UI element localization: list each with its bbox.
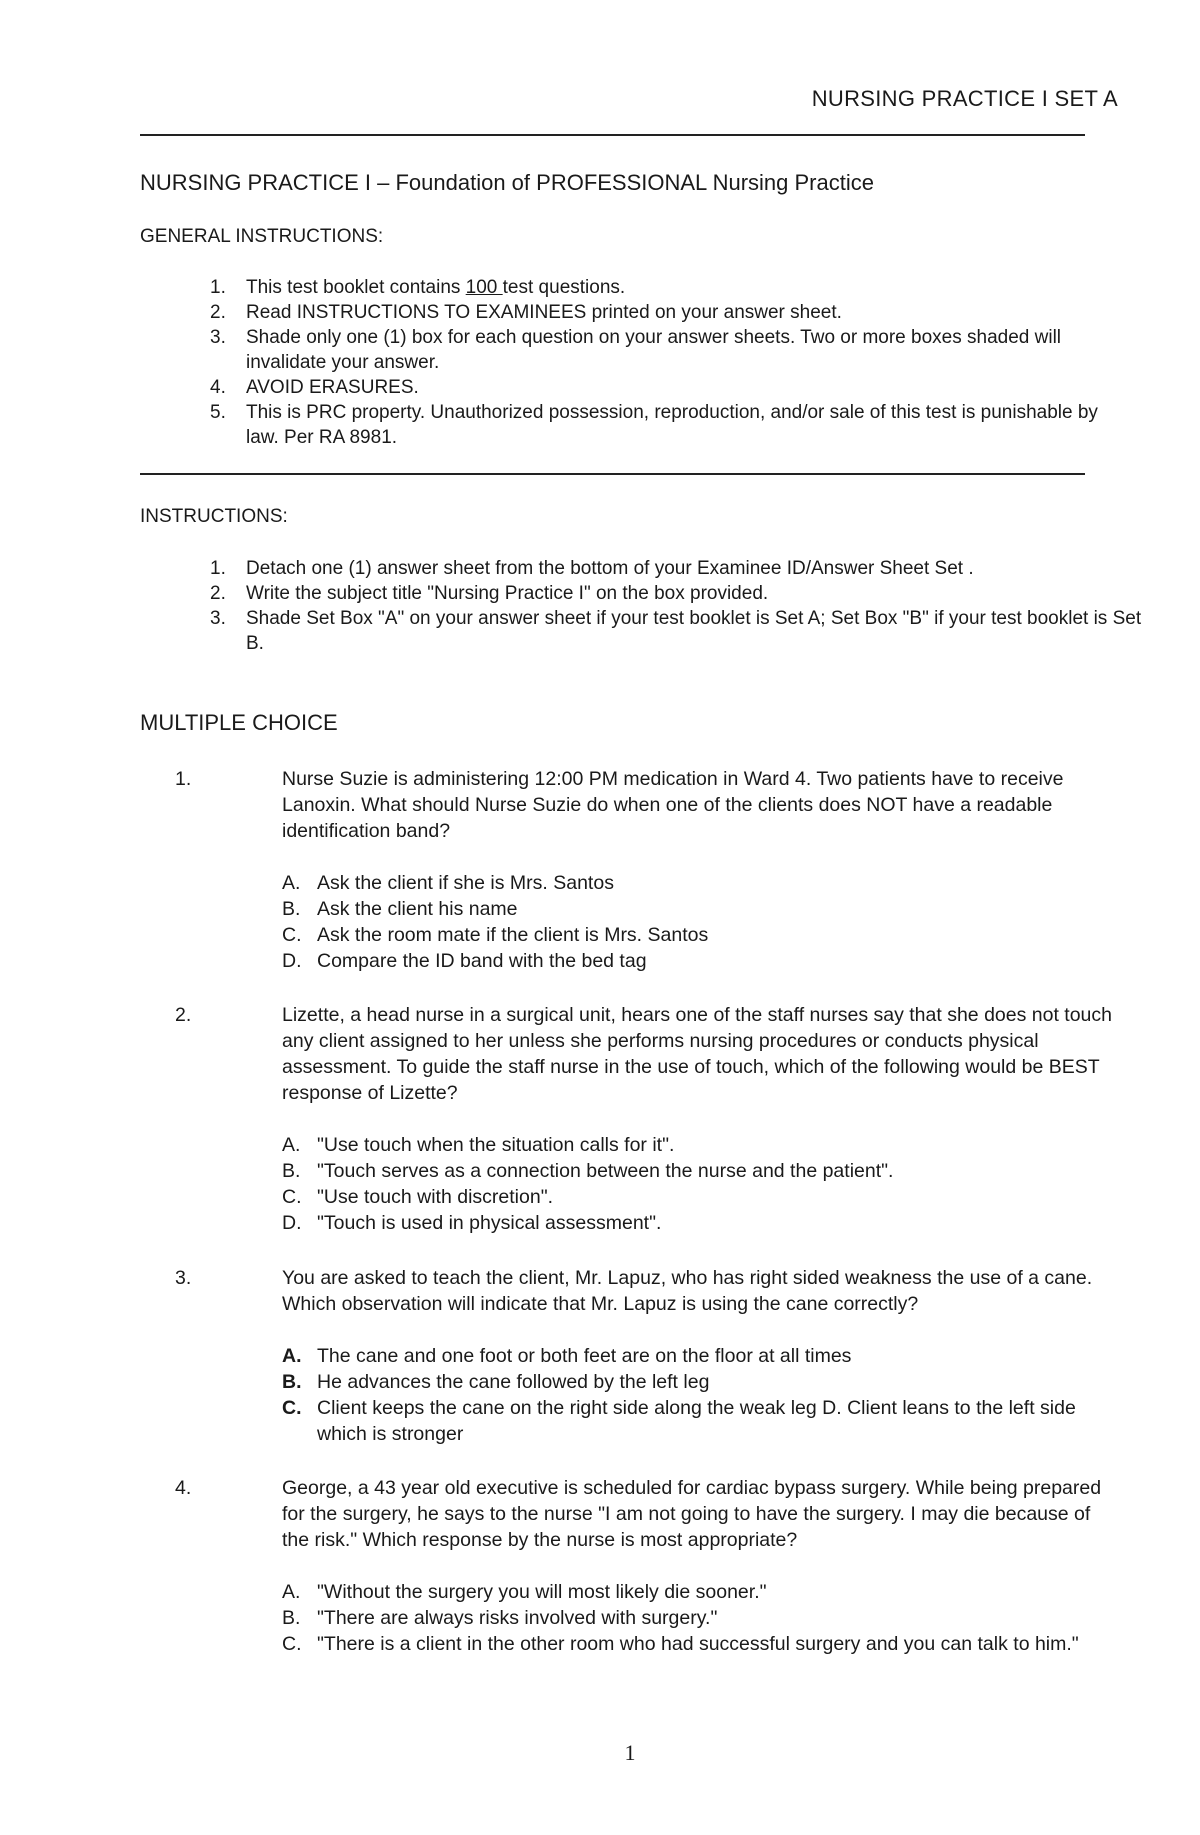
- question-text: Lizette, a head nurse in a surgical unit, hears one of the staff nurses say that she does not touch any client assigned to her unless she performs nursing procedures or conducts physical assessment. To guide the staff nurse in the use of touch, which of the following would be BEST response of Lizette?: [282, 1004, 1112, 1104]
- answer-options: [282, 1343, 1115, 1447]
- middle-divider: [140, 473, 1085, 475]
- question-text: Nurse Suzie is administering 12:00 PM medication in Ward 4. Two patients have to receive Lanoxin. What should Nurse Suzie do when one of the clients does NOT have a readable identification band?: [282, 768, 1064, 842]
- list-item: 3. Shade only one (1) box for each question on your answer sheets. Two or more boxes shaded will invalidate your answer.: [210, 327, 1062, 373]
- answer-option: A. "Use touch when the situation calls for it".: [282, 1134, 675, 1156]
- answer-options: [282, 1132, 1115, 1236]
- answer-option: C. "Use touch with discretion".: [282, 1186, 554, 1208]
- general-instructions-heading: GENERAL INSTRUCTIONS:: [140, 226, 384, 247]
- answer-option: A. "Without the surgery you will most likely die sooner.": [282, 1581, 767, 1603]
- answer-option: B. He advances the cane followed by the left leg: [282, 1371, 710, 1393]
- answer-option: C. Ask the room mate if the client is Mrs. Santos: [282, 924, 709, 946]
- list-item: 2. Write the subject title "Nursing Practice I" on the box provided.: [210, 583, 769, 604]
- answer-option: A. Ask the client if she is Mrs. Santos: [282, 872, 614, 894]
- question-text: You are asked to teach the client, Mr. Lapuz, who has right sided weakness the use of a cane. Which observation will indicate that Mr. Lapuz is using the cane correctly?: [282, 1267, 1093, 1315]
- question-2: 2. Lizette, a head nurse in a surgical unit, hears one of the staff nurses say that she does not touch any client assigned to her unless she performs nursing procedures or conducts physical assessment. To guide the staff nurse in the use of touch, which of the following would be BEST response of Lizette? A. "Use touch when the situation calls for it". B. "Touch serves as a connection between the nurse and the patient". C. "Use touch with discretion". D. "Touch is used in physical assessment".: [175, 1002, 1115, 1236]
- page-title: NURSING PRACTICE I – Foundation of PROFESSIONAL Nursing Practice: [140, 170, 874, 195]
- list-item: 3. Shade Set Box "A" on your answer sheet if your test booklet is Set A; Set Box "B" if your test booklet is Set B.: [210, 608, 1142, 654]
- question-3: 3. You are asked to teach the client, Mr. Lapuz, who has right sided weakness the use of a cane. Which observation will indicate that Mr. Lapuz is using the cane correctly? A. The cane and one foot or both feet are on the floor at all times B. He advances the cane followed by the left leg C. Client keeps the cane on the right side along the weak leg D. Client leans to the left side which is stronger: [175, 1265, 1115, 1447]
- question-1: 1. Nurse Suzie is administering 12:00 PM medication in Ward 4. Two patients have to receive Lanoxin. What should Nurse Suzie do when one of the clients does NOT have a readable identification band? A. Ask the client if she is Mrs. Santos B. Ask the client his name C. Ask the room mate if the client is Mrs. Santos D. Compare the ID band with the bed tag: [175, 766, 1115, 974]
- top-divider: [140, 134, 1085, 136]
- page-number: 1: [624, 1740, 636, 1765]
- answer-option: B. "There are always risks involved with surgery.": [282, 1607, 718, 1629]
- multiple-choice-heading: MULTIPLE CHOICE: [140, 710, 338, 735]
- answer-option: C. Client keeps the cane on the right side along the weak leg D. Client leans to the left side which is stronger: [282, 1397, 1076, 1445]
- answer-option: A. The cane and one foot or both feet are on the floor at all times: [282, 1345, 852, 1367]
- list-item: 2. Read INSTRUCTIONS TO EXAMINEES printed on your answer sheet.: [210, 302, 842, 323]
- question-4: 4. George, a 43 year old executive is scheduled for cardiac bypass surgery. While being prepared for the surgery, he says to the nurse "I am not going to have the surgery. I may die because of the risk." Which response by the nurse is most appropriate? A. "Without the surgery you will most likely die sooner." B. "There are always risks involved with surgery." C. "There is a client in the other room who had successful surgery and you can talk to him.": [175, 1475, 1115, 1657]
- answer-option: B. "Touch serves as a connection between the nurse and the patient".: [282, 1160, 894, 1182]
- list-item: 5. This is PRC property. Unauthorized possession, reproduction, and/or sale of this test is punishable by law. Per RA 8981.: [210, 402, 1098, 448]
- instructions-list: [210, 556, 1142, 656]
- answer-option: D. Compare the ID band with the bed tag: [282, 950, 647, 972]
- answer-option: B. Ask the client his name: [282, 898, 518, 920]
- instructions-heading: INSTRUCTIONS:: [140, 506, 288, 527]
- general-instructions-list: [210, 275, 1110, 450]
- list-item: 4. AVOID ERASURES.: [210, 377, 419, 398]
- set-header: NURSING PRACTICE I SET A: [811, 86, 1118, 111]
- list-item: 1. Detach one (1) answer sheet from the bottom of your Examinee ID/Answer Sheet Set .: [210, 558, 974, 579]
- answer-options: [282, 1579, 1115, 1657]
- list-item: 1. This test booklet contains 100 test questions.: [210, 277, 626, 298]
- answer-option: D. "Touch is used in physical assessment".: [282, 1212, 662, 1234]
- answer-options: [282, 870, 1115, 974]
- answer-option: C. "There is a client in the other room who had successful surgery and you can talk to him.": [282, 1633, 1079, 1655]
- question-text: George, a 43 year old executive is scheduled for cardiac bypass surgery. While being prepared for the surgery, he says to the nurse "I am not going to have the surgery. I may die because of the risk." Which response by the nurse is most appropriate?: [282, 1477, 1102, 1551]
